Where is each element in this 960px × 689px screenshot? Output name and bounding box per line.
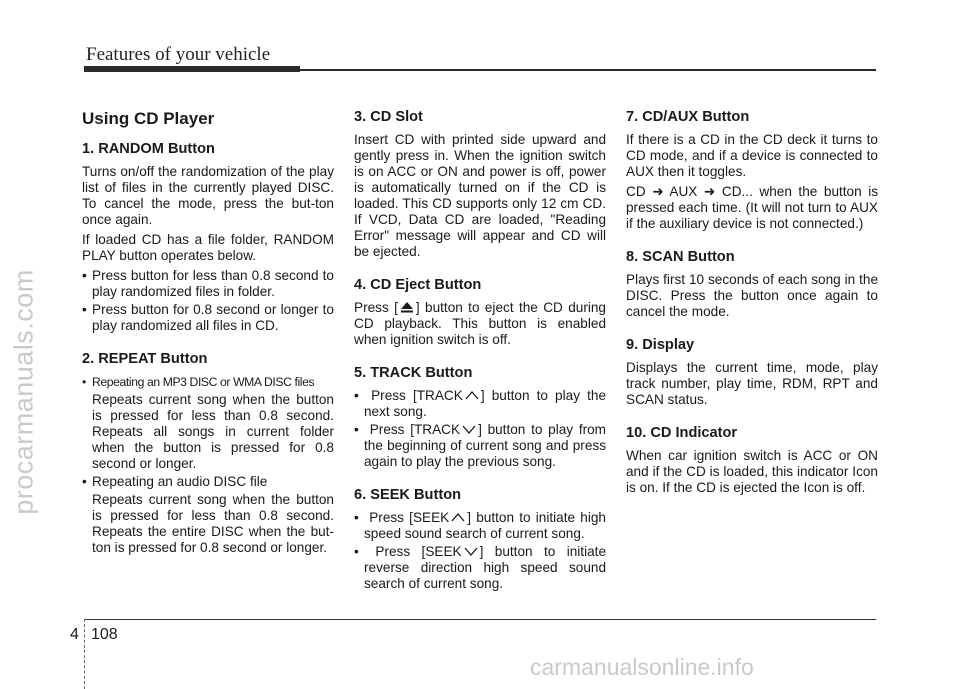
- random-bullet-2: • Press button for 0.8 second or longer to play randomized all files in CD.: [82, 302, 334, 334]
- arrow-right-icon: ➜: [652, 184, 664, 199]
- chevron-down-icon: [464, 545, 478, 557]
- repeat-bullet-2-detail: Repeats current song when the button is pressed for less than 0.8 second. Repeats the entire DISC when the but-ton is pressed for 0.8 second or longer.: [92, 492, 334, 555]
- repeat-bullet-1: • Repeating an MP3 DISC or WMA DISC files: [82, 374, 334, 390]
- display-heading: 9. Display: [626, 337, 695, 353]
- scan-button-heading: 8. SCAN Button: [626, 249, 735, 265]
- random-paragraph-2: If loaded CD has a file folder, RANDOM PLAY button operates below.: [82, 232, 334, 263]
- footer-divider: [84, 619, 86, 689]
- cd-slot-paragraph: Insert CD with printed side upward and gently press in. When the ignition switch is on ACC or ON and power is off, power is automatically turned on if the CD is loaded. This CD supports only 12 cm CD. If VCD, Data CD are loaded, "Reading Error" message will appear and CD will be ejected.: [354, 132, 606, 259]
- cd-indicator-paragraph: When car ignition switch is ACC or ON and if the CD is loaded, this indicator Icon is on. If the CD is ejected the Icon is off.: [626, 448, 878, 495]
- seek-button-heading: 6. SEEK Button: [354, 487, 462, 503]
- track-bullet-2: • Press [TRACK ] button to play from the beginning of current song and press again to play the previous song.: [354, 422, 606, 470]
- random-bullet-1: • Press button for less than 0.8 second to play randomized files in folder.: [82, 268, 334, 300]
- track-button-heading: 5. TRACK Button: [354, 365, 473, 381]
- cd-eject-heading: 4. CD Eject Button: [354, 277, 482, 293]
- chevron-up-icon: [465, 389, 479, 401]
- chevron-up-icon: [451, 511, 465, 523]
- track-bullet-1: • Press [TRACK ] button to play the next song.: [354, 388, 606, 420]
- header-rule-thin: [300, 69, 876, 71]
- repeat-bullet-1-detail: Repeats current song when the button is pressed for less than 0.8 second. Repeats all songs in current folder when the button is pressed for 0.8 second or longer.: [92, 392, 334, 471]
- repeat-bullet-2: • Repeating an audio DISC file: [82, 474, 334, 490]
- page-header-title: Features of your vehicle: [86, 44, 271, 65]
- chapter-number: 4: [70, 626, 79, 643]
- cd-eject-paragraph: Press [ ] button to eject the CD during CD playback. This button is enabled when ignition switch is off.: [354, 300, 606, 347]
- random-paragraph-1: Turns on/off the randomization of the play list of files in the currently played DISC. To cancel the mode, press the but-ton once again.: [82, 164, 334, 227]
- seek-bullet-1: • Press [SEEK ] button to initiate high speed sound search of current song.: [354, 510, 606, 542]
- cd-aux-heading: 7. CD/AUX Button: [626, 109, 750, 125]
- chevron-down-icon: [462, 423, 476, 435]
- page-number: 108: [91, 626, 118, 643]
- cd-aux-paragraph-1: If there is a CD in the CD deck it turns to CD mode, and if a device is connected to AUX then it toggles.: [626, 132, 878, 179]
- random-button-heading: 1. RANDOM Button: [82, 141, 215, 157]
- side-watermark: procarmanuals.com: [8, 269, 39, 515]
- cd-indicator-heading: 10. CD Indicator: [626, 425, 738, 441]
- column-3: [626, 108, 878, 500]
- repeat-button-heading: 2. REPEAT Button: [82, 351, 208, 367]
- section-title: Using CD Player: [82, 109, 215, 128]
- cd-slot-heading: 3. CD Slot: [354, 109, 423, 125]
- column-2: [354, 108, 606, 594]
- cd-aux-paragraph-2: CD ➜ AUX ➜ CD... when the button is pressed each time. (It will not turn to AUX if the auxiliary device is not connected.): [626, 184, 879, 231]
- eject-icon: [400, 301, 414, 313]
- arrow-right-icon: ➜: [703, 184, 716, 199]
- footer-rule: [84, 619, 876, 620]
- display-paragraph: Displays the current time, mode, play track number, play time, RDM, RPT and SCAN status.: [626, 360, 878, 407]
- column-1: [82, 108, 334, 558]
- header-rule-thick: [84, 66, 300, 72]
- bottom-watermark: carmanualsonline.info: [530, 654, 754, 680]
- scan-paragraph: Plays first 10 seconds of each song in the DISC. Press the button once again to cancel the mode.: [626, 272, 878, 319]
- seek-bullet-2: • Press [SEEK ] button to initiate reverse direction high speed sound search of current song.: [354, 544, 606, 592]
